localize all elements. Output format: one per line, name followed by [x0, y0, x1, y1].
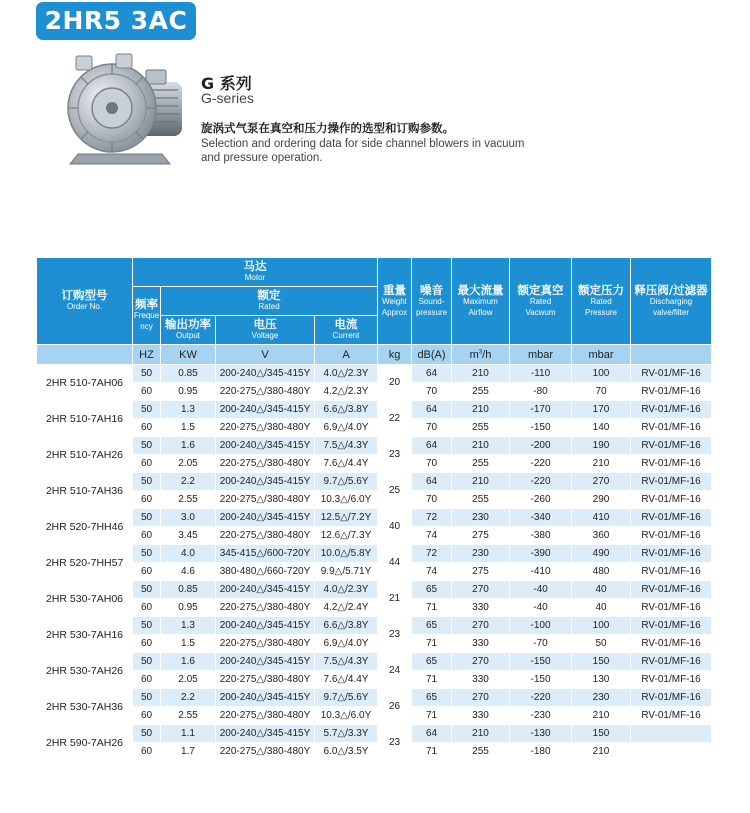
cell-output: 4.0	[161, 545, 216, 563]
cell-output: 1.7	[161, 743, 216, 761]
cell-voltage: 220-275△/380-480Y	[216, 707, 315, 725]
cell-airflow: 255	[452, 455, 510, 473]
cell-pressure: 50	[572, 635, 631, 653]
cell-current: 5.7△/3.3Y	[315, 725, 378, 743]
cell-airflow: 275	[452, 563, 510, 581]
cell-valve-filter: RV-01/MF-16	[631, 527, 712, 545]
table-row	[37, 545, 712, 563]
cell-frequency: 60	[133, 419, 161, 437]
cell-noise: 64	[412, 473, 452, 491]
cell-vacuum: -80	[510, 383, 572, 401]
cell-noise: 65	[412, 653, 452, 671]
cell-output: 0.95	[161, 599, 216, 617]
header-sound-pressure: 噪音 Sound- pressure	[412, 258, 452, 345]
table-row	[37, 617, 712, 635]
cell-airflow: 210	[452, 437, 510, 455]
cell-output: 1.1	[161, 725, 216, 743]
cell-weight: 25	[378, 473, 412, 509]
cell-voltage: 220-275△/380-480Y	[216, 599, 315, 617]
cell-valve-filter: RV-01/MF-16	[631, 365, 712, 383]
cell-weight: 23	[378, 725, 412, 761]
cell-voltage: 220-275△/380-480Y	[216, 527, 315, 545]
header-motor: 马达 Motor	[133, 258, 378, 287]
cell-current: 4.2△/2.3Y	[315, 383, 378, 401]
order-number: 2HR 520-7HH46	[37, 509, 133, 545]
order-number: 2HR 510-7AH06	[37, 365, 133, 401]
cell-weight: 44	[378, 545, 412, 581]
cell-output: 2.55	[161, 707, 216, 725]
table-row	[37, 401, 712, 419]
unit-noise: dB(A)	[412, 345, 452, 365]
cell-pressure: 40	[572, 599, 631, 617]
cell-weight: 23	[378, 437, 412, 473]
cell-airflow: 270	[452, 581, 510, 599]
cell-vacuum: -220	[510, 455, 572, 473]
cell-output: 4.6	[161, 563, 216, 581]
cell-output: 2.2	[161, 473, 216, 491]
cell-voltage: 200-240△/345-415Y	[216, 509, 315, 527]
table-row	[37, 653, 712, 671]
cell-valve-filter: RV-01/MF-16	[631, 689, 712, 707]
cell-current: 10.3△/6.0Y	[315, 707, 378, 725]
cell-current: 7.5△/4.3Y	[315, 653, 378, 671]
cell-noise: 65	[412, 617, 452, 635]
cell-frequency: 50	[133, 509, 161, 527]
cell-vacuum: -150	[510, 671, 572, 689]
cell-vacuum: -110	[510, 365, 572, 383]
series-title-en: G-series	[201, 90, 254, 106]
cell-vacuum: -220	[510, 473, 572, 491]
cell-output: 1.6	[161, 437, 216, 455]
cell-airflow: 255	[452, 419, 510, 437]
cell-airflow: 210	[452, 473, 510, 491]
header-voltage: 电压 Voltage	[216, 316, 315, 345]
cell-weight: 24	[378, 653, 412, 689]
cell-vacuum: -390	[510, 545, 572, 563]
cell-vacuum: -150	[510, 419, 572, 437]
cell-frequency: 60	[133, 671, 161, 689]
header-weight: 重量 Weight Approx	[378, 258, 412, 345]
table-row	[37, 725, 712, 743]
cell-voltage: 220-275△/380-480Y	[216, 455, 315, 473]
header-rated-vacuum: 额定真空 Rated Vacwum	[510, 258, 572, 345]
cell-frequency: 60	[133, 743, 161, 761]
cell-pressure: 210	[572, 743, 631, 761]
order-number: 2HR 590-7AH26	[37, 725, 133, 761]
cell-frequency: 60	[133, 491, 161, 509]
cell-airflow: 330	[452, 707, 510, 725]
cell-pressure: 130	[572, 671, 631, 689]
cell-noise: 71	[412, 743, 452, 761]
cell-frequency: 50	[133, 473, 161, 491]
cell-output: 2.55	[161, 491, 216, 509]
cell-current: 6.9△/4.0Y	[315, 419, 378, 437]
header-max-airflow: 最大流量 Maximum Airflow	[452, 258, 510, 345]
cell-valve-filter: RV-01/MF-16	[631, 707, 712, 725]
cell-voltage: 345-415△/600-720Y	[216, 545, 315, 563]
table-row	[37, 689, 712, 707]
order-number: 2HR 520-7HH57	[37, 545, 133, 581]
cell-pressure: 210	[572, 455, 631, 473]
cell-frequency: 50	[133, 581, 161, 599]
cell-pressure: 150	[572, 653, 631, 671]
cell-airflow: 255	[452, 743, 510, 761]
cell-voltage: 200-240△/345-415Y	[216, 653, 315, 671]
cell-current: 9.9△/5.71Y	[315, 563, 378, 581]
series-badge: 2HR5 3AC	[36, 2, 196, 40]
table-row	[37, 527, 712, 545]
cell-pressure: 230	[572, 689, 631, 707]
cell-output: 1.5	[161, 419, 216, 437]
cell-current: 6.6△/3.8Y	[315, 401, 378, 419]
order-number: 2HR 510-7AH36	[37, 473, 133, 509]
cell-vacuum: -150	[510, 653, 572, 671]
cell-pressure: 40	[572, 581, 631, 599]
cell-pressure: 360	[572, 527, 631, 545]
order-number: 2HR 530-7AH06	[37, 581, 133, 617]
order-number: 2HR 510-7AH26	[37, 437, 133, 473]
table-row	[37, 383, 712, 401]
cell-frequency: 50	[133, 653, 161, 671]
cell-frequency: 60	[133, 563, 161, 581]
cell-noise: 72	[412, 509, 452, 527]
cell-weight: 21	[378, 581, 412, 617]
cell-voltage: 220-275△/380-480Y	[216, 491, 315, 509]
selection-data-table	[36, 257, 712, 761]
table-row	[37, 365, 712, 383]
cell-frequency: 50	[133, 617, 161, 635]
cell-frequency: 50	[133, 437, 161, 455]
cell-output: 2.05	[161, 455, 216, 473]
cell-noise: 71	[412, 599, 452, 617]
cell-vacuum: -410	[510, 563, 572, 581]
cell-valve-filter: RV-01/MF-16	[631, 635, 712, 653]
cell-airflow: 275	[452, 527, 510, 545]
cell-vacuum: -70	[510, 635, 572, 653]
cell-valve-filter: RV-01/MF-16	[631, 437, 712, 455]
cell-pressure: 490	[572, 545, 631, 563]
cell-pressure: 100	[572, 365, 631, 383]
cell-pressure: 70	[572, 383, 631, 401]
cell-valve-filter	[631, 743, 712, 761]
cell-valve-filter: RV-01/MF-16	[631, 473, 712, 491]
cell-airflow: 255	[452, 383, 510, 401]
cell-current: 7.5△/4.3Y	[315, 437, 378, 455]
cell-airflow: 270	[452, 617, 510, 635]
cell-output: 3.0	[161, 509, 216, 527]
cell-output: 1.3	[161, 617, 216, 635]
description-cn: 旋涡式气泵在真空和压力操作的选型和订购参数。	[201, 121, 454, 135]
side-channel-blower-image	[66, 52, 188, 170]
cell-weight: 40	[378, 509, 412, 545]
cell-output: 1.6	[161, 653, 216, 671]
header-frequency: 频率 Frequency	[133, 287, 161, 345]
cell-valve-filter: RV-01/MF-16	[631, 509, 712, 527]
cell-voltage: 200-240△/345-415Y	[216, 725, 315, 743]
table-row	[37, 635, 712, 653]
cell-valve-filter: RV-01/MF-16	[631, 671, 712, 689]
cell-airflow: 330	[452, 671, 510, 689]
table-row	[37, 743, 712, 761]
cell-airflow: 255	[452, 491, 510, 509]
cell-voltage: 200-240△/345-415Y	[216, 437, 315, 455]
cell-valve-filter: RV-01/MF-16	[631, 599, 712, 617]
cell-current: 12.6△/7.3Y	[315, 527, 378, 545]
cell-voltage: 220-275△/380-480Y	[216, 671, 315, 689]
cell-vacuum: -260	[510, 491, 572, 509]
table-row	[37, 563, 712, 581]
cell-voltage: 200-240△/345-415Y	[216, 581, 315, 599]
cell-voltage: 200-240△/345-415Y	[216, 473, 315, 491]
cell-output: 0.85	[161, 581, 216, 599]
cell-current: 4.2△/2.4Y	[315, 599, 378, 617]
cell-current: 7.6△/4.4Y	[315, 671, 378, 689]
cell-voltage: 200-240△/345-415Y	[216, 365, 315, 383]
cell-airflow: 230	[452, 545, 510, 563]
description-en: Selection and ordering data for side channel blowers in vacuum and pressure operation.	[201, 138, 525, 164]
order-number: 2HR 530-7AH16	[37, 617, 133, 653]
cell-valve-filter: RV-01/MF-16	[631, 563, 712, 581]
unit-weight: kg	[378, 345, 412, 365]
cell-valve-filter: RV-01/MF-16	[631, 455, 712, 473]
cell-voltage: 220-275△/380-480Y	[216, 419, 315, 437]
cell-valve-filter	[631, 725, 712, 743]
cell-airflow: 270	[452, 653, 510, 671]
cell-noise: 65	[412, 689, 452, 707]
cell-current: 10.3△/6.0Y	[315, 491, 378, 509]
cell-noise: 64	[412, 437, 452, 455]
header-output: 输出功率 Output	[161, 316, 216, 345]
cell-voltage: 200-240△/345-415Y	[216, 401, 315, 419]
cell-vacuum: -170	[510, 401, 572, 419]
cell-valve-filter: RV-01/MF-16	[631, 401, 712, 419]
cell-valve-filter: RV-01/MF-16	[631, 617, 712, 635]
cell-weight: 23	[378, 617, 412, 653]
cell-weight: 20	[378, 365, 412, 401]
cell-valve-filter: RV-01/MF-16	[631, 491, 712, 509]
cell-noise: 70	[412, 383, 452, 401]
table-row	[37, 473, 712, 491]
cell-noise: 72	[412, 545, 452, 563]
cell-airflow: 330	[452, 635, 510, 653]
cell-noise: 70	[412, 455, 452, 473]
cell-voltage: 200-240△/345-415Y	[216, 617, 315, 635]
cell-noise: 65	[412, 581, 452, 599]
cell-vacuum: -180	[510, 743, 572, 761]
header-rated-pressure: 额定压力 Rated Pressure	[572, 258, 631, 345]
unit-freq: HZ	[133, 345, 161, 365]
cell-output: 2.05	[161, 671, 216, 689]
cell-vacuum: -40	[510, 581, 572, 599]
cell-pressure: 270	[572, 473, 631, 491]
cell-noise: 74	[412, 527, 452, 545]
cell-pressure: 140	[572, 419, 631, 437]
cell-voltage: 220-275△/380-480Y	[216, 635, 315, 653]
cell-valve-filter: RV-01/MF-16	[631, 383, 712, 401]
table-row	[37, 581, 712, 599]
cell-noise: 70	[412, 491, 452, 509]
unit-voltage: V	[216, 345, 315, 365]
cell-noise: 70	[412, 419, 452, 437]
cell-current: 12.5△/7.2Y	[315, 509, 378, 527]
cell-output: 0.85	[161, 365, 216, 383]
cell-frequency: 50	[133, 365, 161, 383]
cell-frequency: 60	[133, 635, 161, 653]
table-row	[37, 671, 712, 689]
order-number: 2HR 530-7AH26	[37, 653, 133, 689]
header-discharging-valve: 释压阀/过滤器 Discharging valve/filter	[631, 258, 712, 345]
series-title-cn: G 系列	[201, 74, 252, 93]
cell-current: 6.0△/3.5Y	[315, 743, 378, 761]
table-row	[37, 491, 712, 509]
cell-vacuum: -200	[510, 437, 572, 455]
unit-output: KW	[161, 345, 216, 365]
cell-airflow: 330	[452, 599, 510, 617]
cell-vacuum: -380	[510, 527, 572, 545]
cell-frequency: 60	[133, 707, 161, 725]
cell-current: 9.7△/5.6Y	[315, 689, 378, 707]
cell-output: 0.95	[161, 383, 216, 401]
cell-voltage: 380-480△/660-720Y	[216, 563, 315, 581]
cell-frequency: 50	[133, 545, 161, 563]
cell-frequency: 60	[133, 527, 161, 545]
cell-frequency: 60	[133, 599, 161, 617]
cell-frequency: 50	[133, 689, 161, 707]
table-row	[37, 419, 712, 437]
cell-current: 6.9△/4.0Y	[315, 635, 378, 653]
unit-current: A	[315, 345, 378, 365]
cell-output: 2.2	[161, 689, 216, 707]
cell-voltage: 200-240△/345-415Y	[216, 689, 315, 707]
cell-output: 3.45	[161, 527, 216, 545]
cell-pressure: 150	[572, 725, 631, 743]
cell-airflow: 270	[452, 689, 510, 707]
cell-noise: 71	[412, 635, 452, 653]
cell-frequency: 50	[133, 401, 161, 419]
cell-vacuum: -100	[510, 617, 572, 635]
table-row	[37, 509, 712, 527]
header-current: 电流 Current	[315, 316, 378, 345]
cell-noise: 64	[412, 365, 452, 383]
table-row	[37, 437, 712, 455]
header-order-no: 订购型号 Order No.	[37, 258, 133, 345]
cell-output: 1.5	[161, 635, 216, 653]
unit-vacuum: mbar	[510, 345, 572, 365]
cell-vacuum: -40	[510, 599, 572, 617]
order-number: 2HR 530-7AH36	[37, 689, 133, 725]
cell-current: 7.6△/4.4Y	[315, 455, 378, 473]
unit-flow: $m^3/h$	[452, 345, 510, 365]
cell-frequency: 60	[133, 455, 161, 473]
units-row	[37, 345, 712, 365]
table-row	[37, 599, 712, 617]
cell-airflow: 210	[452, 725, 510, 743]
cell-pressure: 290	[572, 491, 631, 509]
table-row	[37, 455, 712, 473]
cell-vacuum: -340	[510, 509, 572, 527]
cell-vacuum: -230	[510, 707, 572, 725]
cell-voltage: 220-275△/380-480Y	[216, 743, 315, 761]
cell-frequency: 50	[133, 725, 161, 743]
cell-frequency: 60	[133, 383, 161, 401]
cell-pressure: 210	[572, 707, 631, 725]
cell-voltage: 220-275△/380-480Y	[216, 383, 315, 401]
cell-output: 1.3	[161, 401, 216, 419]
cell-weight: 26	[378, 689, 412, 725]
cell-current: 4.0△/2.3Y	[315, 581, 378, 599]
cell-valve-filter: RV-01/MF-16	[631, 653, 712, 671]
cell-current: 9.7△/5.6Y	[315, 473, 378, 491]
cell-current: 10.0△/5.8Y	[315, 545, 378, 563]
cell-valve-filter: RV-01/MF-16	[631, 545, 712, 563]
cell-vacuum: -220	[510, 689, 572, 707]
cell-noise: 71	[412, 707, 452, 725]
cell-valve-filter: RV-01/MF-16	[631, 419, 712, 437]
cell-valve-filter: RV-01/MF-16	[631, 581, 712, 599]
cell-vacuum: -130	[510, 725, 572, 743]
cell-noise: 71	[412, 671, 452, 689]
cell-noise: 64	[412, 401, 452, 419]
cell-pressure: 190	[572, 437, 631, 455]
cell-pressure: 410	[572, 509, 631, 527]
cell-airflow: 230	[452, 509, 510, 527]
order-number: 2HR 510-7AH16	[37, 401, 133, 437]
cell-current: 4.0△/2.3Y	[315, 365, 378, 383]
cell-pressure: 480	[572, 563, 631, 581]
cell-pressure: 100	[572, 617, 631, 635]
cell-noise: 64	[412, 725, 452, 743]
header-rated: 额定 Rated	[161, 287, 378, 316]
cell-weight: 22	[378, 401, 412, 437]
cell-airflow: 210	[452, 365, 510, 383]
cell-airflow: 210	[452, 401, 510, 419]
cell-noise: 74	[412, 563, 452, 581]
table-row	[37, 707, 712, 725]
unit-pressure: mbar	[572, 345, 631, 365]
cell-current: 6.6△/3.8Y	[315, 617, 378, 635]
cell-pressure: 170	[572, 401, 631, 419]
